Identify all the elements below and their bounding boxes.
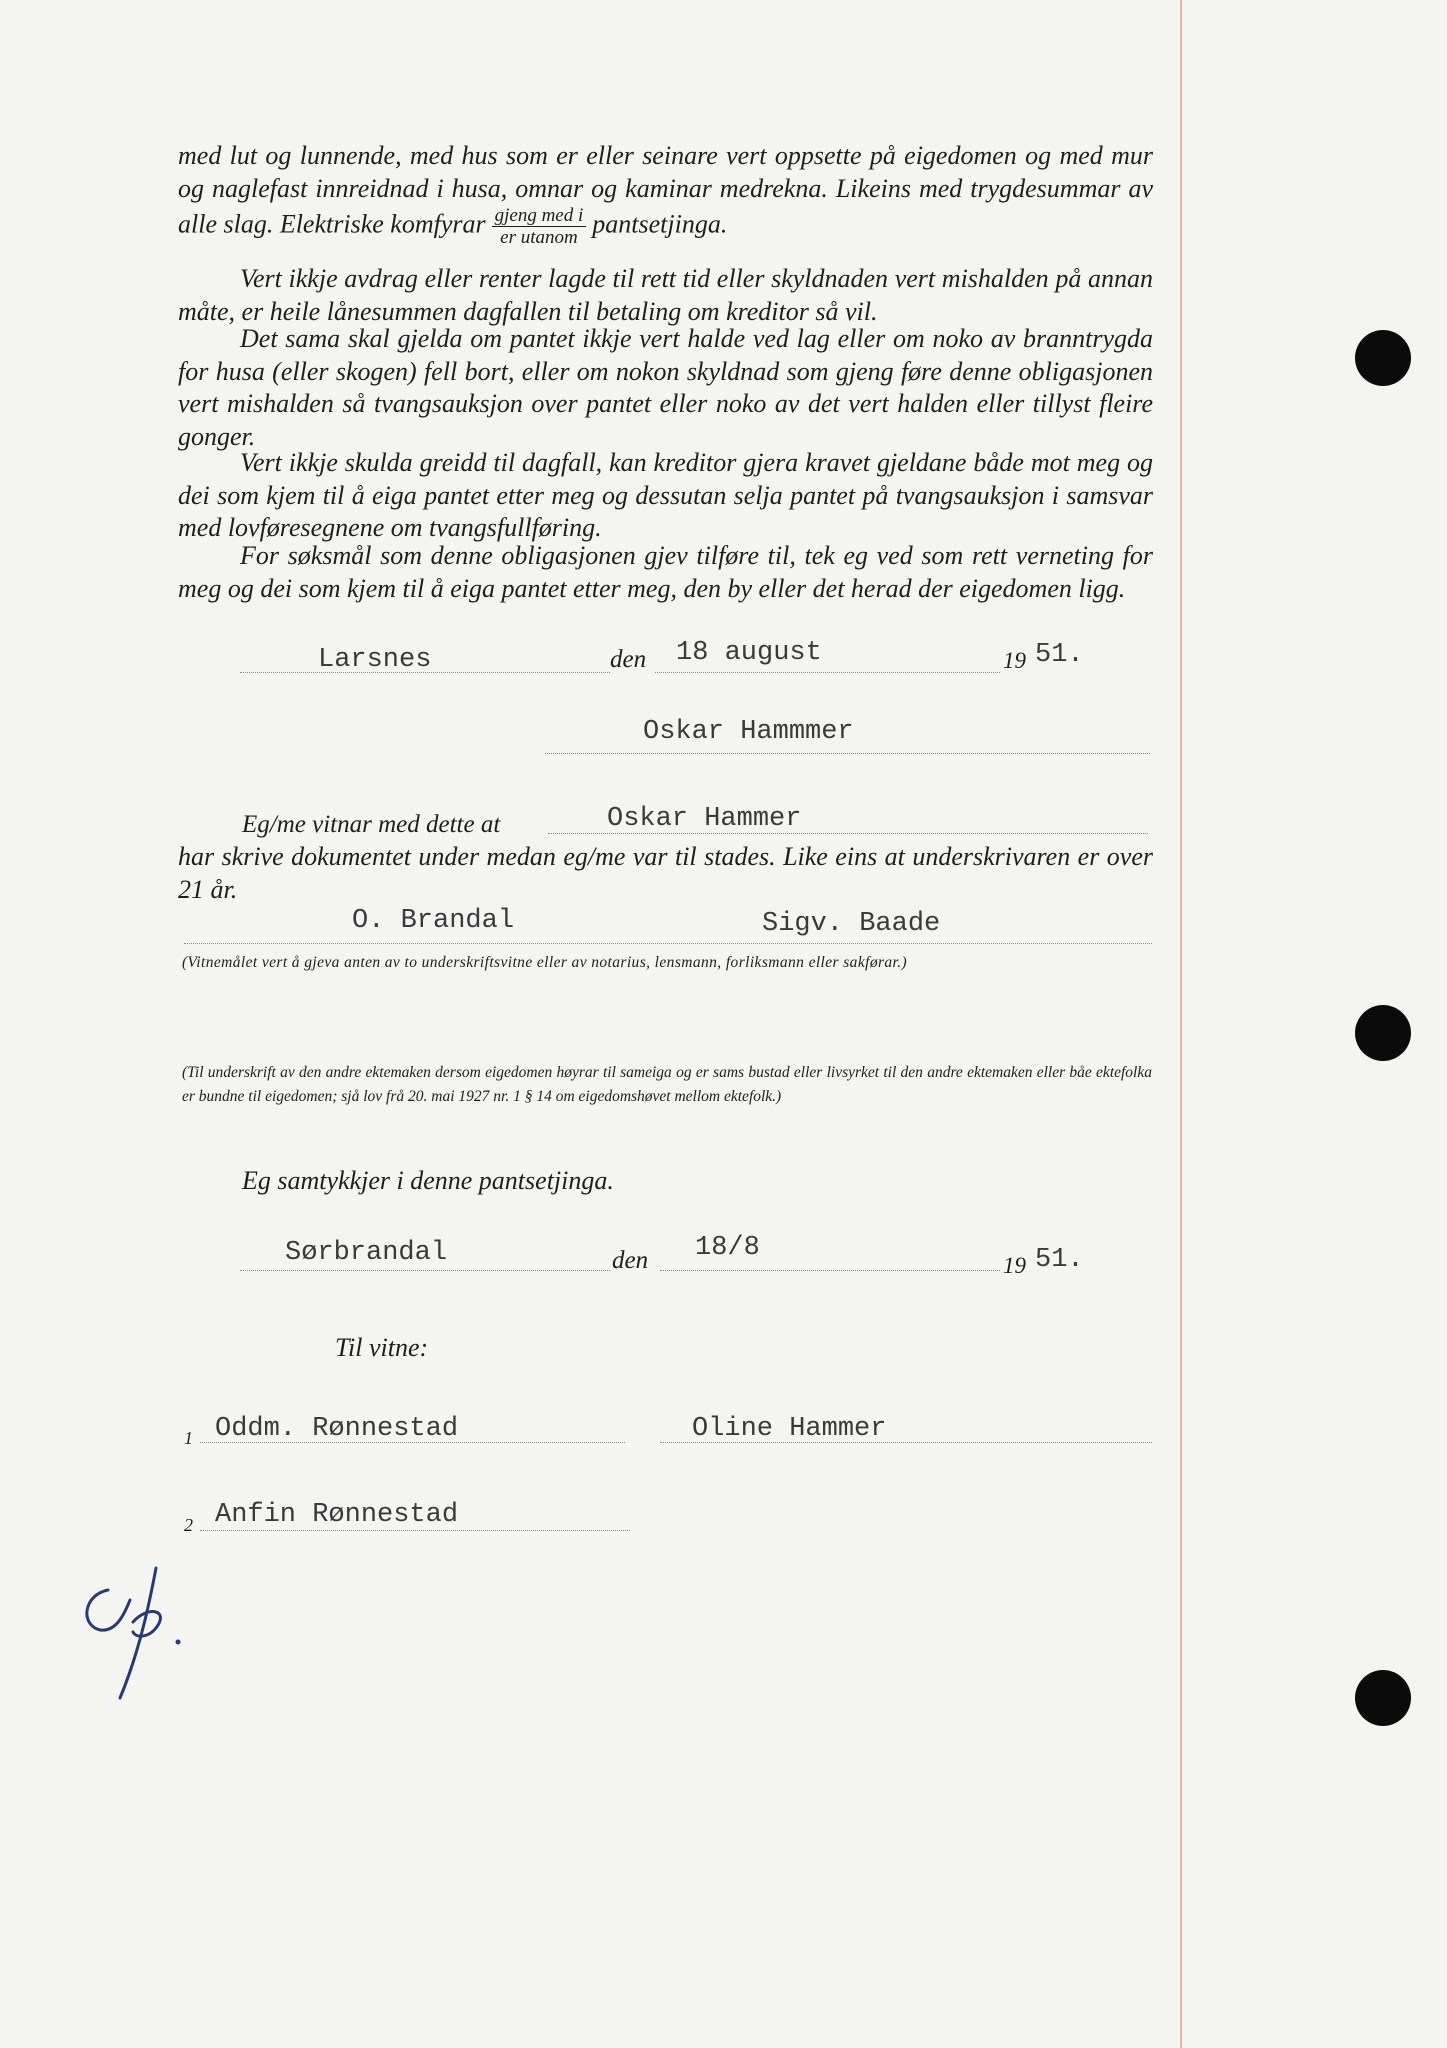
punch-hole: [1355, 1005, 1411, 1061]
witnessed-signer: Oskar Hammer: [607, 804, 802, 834]
consent-date: 18/8: [695, 1233, 760, 1263]
witness-signer-2: Sigv. Baade: [762, 909, 941, 939]
witness-heading: Til vitne:: [335, 1333, 429, 1362]
consent-witness-2: Anfin Rønnestad: [215, 1500, 459, 1530]
consent-text: Eg samtykkjer i denne pantsetjinga.: [242, 1166, 614, 1195]
witness-signer-1: O. Brandal: [352, 906, 515, 936]
paragraph-enforcement: Vert ikkje skulda greidd til dagfall, kan kreditor gjera kravet gjeldane både mot meg og dei som kjem til å eiga pantet etter meg og dessutan selja pantet på tvangsauksjon i samsvar med lovføresegnene om tvangsfullføring.: [178, 448, 1153, 542]
witness-number-2: 2: [184, 1515, 193, 1535]
den-label: den: [612, 1247, 649, 1274]
dotted-line: [655, 672, 1000, 673]
paragraph-default: Vert ikkje avdrag eller renter lagde til rett tid eller skyldnaden vert mishalden på annan måte, er heile lånesummen dagfallen til betaling om kreditor så vil.: [178, 264, 1153, 326]
witness-note: (Vitnemålet vert å gjeva anten av to underskriftsvitne eller av notarius, lensmann, forliksmann eller sakførar.): [182, 954, 908, 971]
dotted-line: [184, 943, 1152, 944]
debtor-signature: Oskar Hammmer: [643, 717, 854, 747]
witness-label: Eg/me vitnar med dette at: [242, 811, 501, 838]
paragraph-insurance: Det sama skal gjelda om pantet ikkje vert halde ved lag eller om noko av branntrygda for husa (eller skogen) fell bort, eller om nokon skyldnad som gjeng føre denne obligasjonen vert mishalden så tvangsauksjon over pantet eller noko av det vert halden eller tillyst fleire gonger.: [178, 324, 1153, 451]
year-suffix: 51.: [1035, 1245, 1084, 1275]
dotted-line: [240, 1270, 610, 1271]
fraction-choice: $\frac{\text{gjeng med i}}{\text{er utanom}}$: [492, 205, 587, 248]
dotted-line: [545, 753, 1150, 754]
place-typed: Larsnes: [318, 645, 432, 675]
dotted-line: [660, 1270, 1000, 1271]
dotted-line: [660, 1442, 1152, 1443]
spouse-note: (Til underskrift av den andre ektemaken dersom eigedomen høyrar til sameiga og er sams bustad eller livsyrket til den andre ektemaken eller båe ektefolka er bundne til eigedomen; sjå lov frå 20. mai 1927 nr. 1 § 14 om eigedomshøvet mellom ektefolk.): [182, 1064, 1152, 1105]
year-prefix: 19: [1003, 648, 1026, 673]
paragraph-venue: For søksmål som denne obligasjonen gjev tilføre til, tek eg ved som rett verneting for meg og dei som kjem til å eiga pantet etter meg, den by eller det herad der eigedomen ligg.: [178, 541, 1153, 603]
dotted-line: [200, 1530, 630, 1531]
dotted-line: [548, 833, 1148, 834]
year-suffix: 51.: [1035, 640, 1084, 670]
den-label: den: [610, 646, 647, 673]
margin-rule: [1180, 0, 1182, 2048]
punch-hole: [1355, 330, 1411, 386]
consent-witness-1: Oddm. Rønnestad: [215, 1414, 459, 1444]
consent-place: Sørbrandal: [285, 1238, 448, 1268]
handwritten-initials: [78, 1560, 198, 1700]
date-typed: 18 august: [676, 638, 822, 668]
witness-statement: har skrive dokumentet under medan eg/me var til stades. Like eins at underskrivaren er over 21 år.: [178, 842, 1153, 904]
witness-number-1: 1: [184, 1428, 193, 1448]
dotted-line: [200, 1442, 625, 1443]
punch-hole: [1355, 1670, 1411, 1726]
paragraph-property: med lut og lunnende, med hus som er eller seinare vert oppsette på eigedomen og med mur og naglefast innreidnad i husa, omnar og kaminar medrekna. Likeins med trygdesummar av alle slag. Elektriske komfyrar $\frac{\text{gjeng med i}}{\text{er utanom}}$ pantsetjinga.: [178, 141, 1153, 248]
year-prefix: 19: [1003, 1253, 1026, 1278]
spouse-signature: Oline Hammer: [692, 1414, 887, 1444]
